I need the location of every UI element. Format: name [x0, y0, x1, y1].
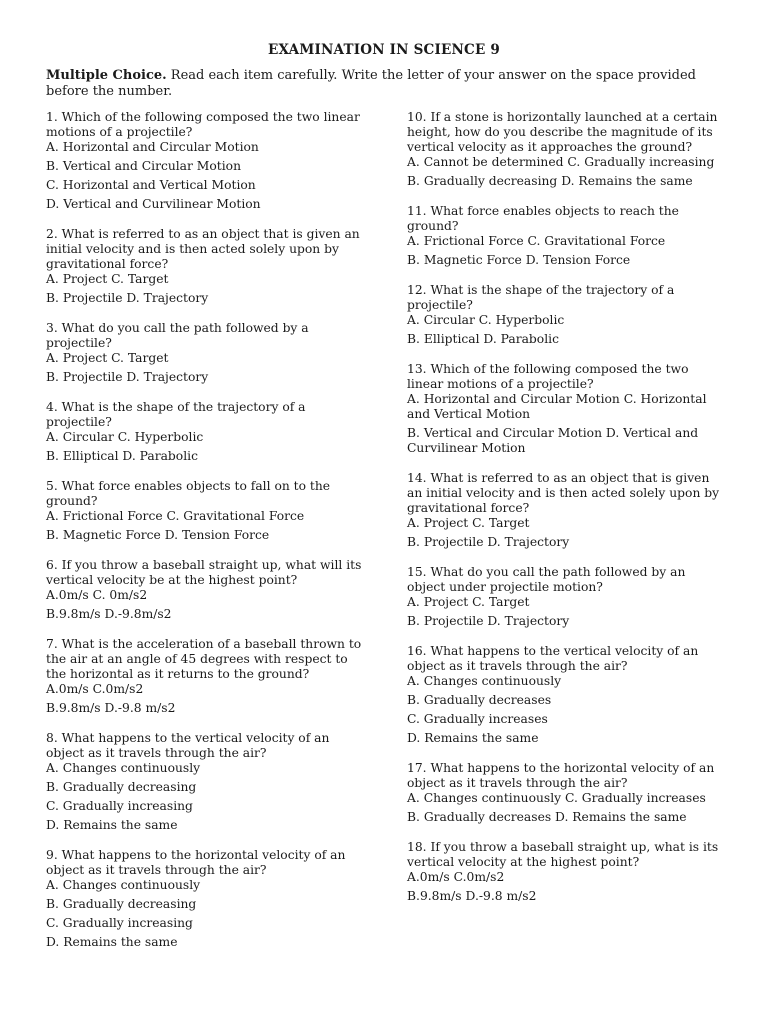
answer-option: A.0m/s C.0m/s2 — [407, 870, 505, 884]
question-stem: 2. What is referred to as an object that is given an initial velocity and is then acted solely upon by gravitational force? — [46, 227, 360, 271]
answer-option: A. Changes continuously C. Gradually increases — [407, 791, 706, 805]
question-stem: 13. Which of the following composed the two linear motions of a projectile? — [407, 362, 689, 391]
answer-option: B.9.8m/s D.-9.8 m/s2 — [407, 889, 537, 903]
question-stem: 6. If you throw a baseball straight up, what will its vertical velocity be at the highest point? — [46, 558, 362, 587]
answer-option: A. Changes continuously — [407, 674, 562, 688]
question-item — [46, 731, 364, 833]
answer-option: C. Horizontal and Vertical Motion — [46, 178, 256, 192]
right-question-column — [407, 110, 725, 919]
answer-option: B.9.8m/s D.-9.8 m/s2 — [46, 701, 176, 715]
question-stem: 10. If a stone is horizontally launched at a certain height, how do you describe the magnitude of its vertical velocity as it approaches the ground? — [407, 110, 718, 154]
answer-option: B. Magnetic Force D. Tension Force — [407, 253, 631, 267]
question-item — [46, 110, 364, 212]
answer-option: B. Gradually decreasing — [46, 780, 197, 794]
question-item — [46, 321, 364, 385]
question-stem: 8. What happens to the vertical velocity of an object as it travels through the air? — [46, 731, 330, 760]
question-stem: 1. Which of the following composed the two linear motions of a projectile? — [46, 110, 360, 139]
answer-option: A. Circular C. Hyperbolic — [407, 313, 565, 327]
answer-option: D. Remains the same — [407, 731, 539, 745]
answer-option: A. Horizontal and Circular Motion C. Horizontal and Vertical Motion — [407, 392, 707, 421]
answer-option: C. Gradually increasing — [46, 799, 193, 813]
answer-option: B. Projectile D. Trajectory — [407, 535, 570, 549]
answer-option: A.0m/s C.0m/s2 — [46, 682, 144, 696]
answer-option: B. Elliptical D. Parabolic — [46, 449, 198, 463]
question-stem: 9. What happens to the horizontal velocity of an object as it travels through the air? — [46, 848, 346, 877]
question-stem: 14. What is referred to as an object that is given an initial velocity and is then acted solely upon by gravitational force? — [407, 471, 720, 515]
instructions-text: Read each item carefully. Write the letter of your answer on the space provided before the number. — [46, 68, 696, 99]
answer-option: A. Cannot be determined C. Gradually increasing — [407, 155, 715, 169]
answer-option: B.9.8m/s D.-9.8m/s2 — [46, 607, 172, 621]
question-stem: 3. What do you call the path followed by a projectile? — [46, 321, 309, 350]
instructions-label: Multiple Choice. — [46, 68, 167, 83]
question-item — [46, 227, 364, 306]
question-item — [407, 110, 725, 189]
answer-option: A. Frictional Force C. Gravitational Force — [46, 509, 305, 523]
question-stem: 15. What do you call the path followed by an object under projectile motion? — [407, 565, 686, 594]
answer-option: B. Projectile D. Trajectory — [46, 291, 209, 305]
left-question-column — [46, 110, 364, 965]
answer-option: A. Frictional Force C. Gravitational Force — [407, 234, 666, 248]
exam-title: EXAMINATION IN SCIENCE 9 — [268, 42, 500, 58]
question-stem: 11. What force enables objects to reach the ground? — [407, 204, 679, 233]
question-item — [407, 565, 725, 629]
answer-option: A. Horizontal and Circular Motion — [46, 140, 259, 154]
answer-option: B. Magnetic Force D. Tension Force — [46, 528, 270, 542]
answer-option: A. Project C. Target — [46, 272, 169, 286]
answer-option: A. Changes continuously — [46, 878, 201, 892]
question-item — [407, 362, 725, 456]
answer-option: D. Vertical and Curvilinear Motion — [46, 197, 261, 211]
answer-option: B. Projectile D. Trajectory — [46, 370, 209, 384]
question-stem: 5. What force enables objects to fall on to the ground? — [46, 479, 331, 508]
answer-option: B. Gradually decreasing — [46, 897, 197, 911]
question-item — [46, 848, 364, 950]
question-item — [407, 204, 725, 268]
question-item — [46, 400, 364, 464]
question-stem: 7. What is the acceleration of a baseball thrown to the air at an angle of 45 degrees with respect to the horizontal as it returns to the ground? — [46, 637, 362, 681]
answer-option: B. Elliptical D. Parabolic — [407, 332, 559, 346]
answer-option: A. Circular C. Hyperbolic — [46, 430, 204, 444]
answer-option: A. Project C. Target — [407, 516, 530, 530]
instructions — [46, 68, 726, 100]
question-stem: 12. What is the shape of the trajectory of a projectile? — [407, 283, 675, 312]
answer-option: B. Projectile D. Trajectory — [407, 614, 570, 628]
answer-option: D. Remains the same — [46, 818, 178, 832]
answer-option: D. Remains the same — [46, 935, 178, 949]
question-item — [46, 637, 364, 716]
question-item — [407, 840, 725, 904]
answer-option: B. Gradually decreasing D. Remains the same — [407, 174, 693, 188]
question-item — [407, 644, 725, 746]
answer-option: A. Project C. Target — [407, 595, 530, 609]
answer-option: B. Vertical and Circular Motion D. Vertical and Curvilinear Motion — [407, 426, 699, 455]
answer-option: A.0m/s C. 0m/s2 — [46, 588, 148, 602]
question-item — [46, 479, 364, 543]
answer-option: C. Gradually increasing — [46, 916, 193, 930]
answer-option: B. Gradually decreases — [407, 693, 552, 707]
question-item — [407, 761, 725, 825]
answer-option: C. Gradually increases — [407, 712, 548, 726]
question-stem: 17. What happens to the horizontal velocity of an object as it travels through the air? — [407, 761, 715, 790]
question-item — [407, 283, 725, 347]
question-item — [407, 471, 725, 550]
answer-option: B. Vertical and Circular Motion — [46, 159, 241, 173]
question-item — [46, 558, 364, 622]
question-stem: 18. If you throw a baseball straight up, what is its vertical velocity at the highest point? — [407, 840, 719, 869]
question-stem: 16. What happens to the vertical velocity of an object as it travels through the air? — [407, 644, 699, 673]
answer-option: A. Changes continuously — [46, 761, 201, 775]
question-stem: 4. What is the shape of the trajectory of a projectile? — [46, 400, 306, 429]
answer-option: B. Gradually decreases D. Remains the same — [407, 810, 687, 824]
answer-option: A. Project C. Target — [46, 351, 169, 365]
